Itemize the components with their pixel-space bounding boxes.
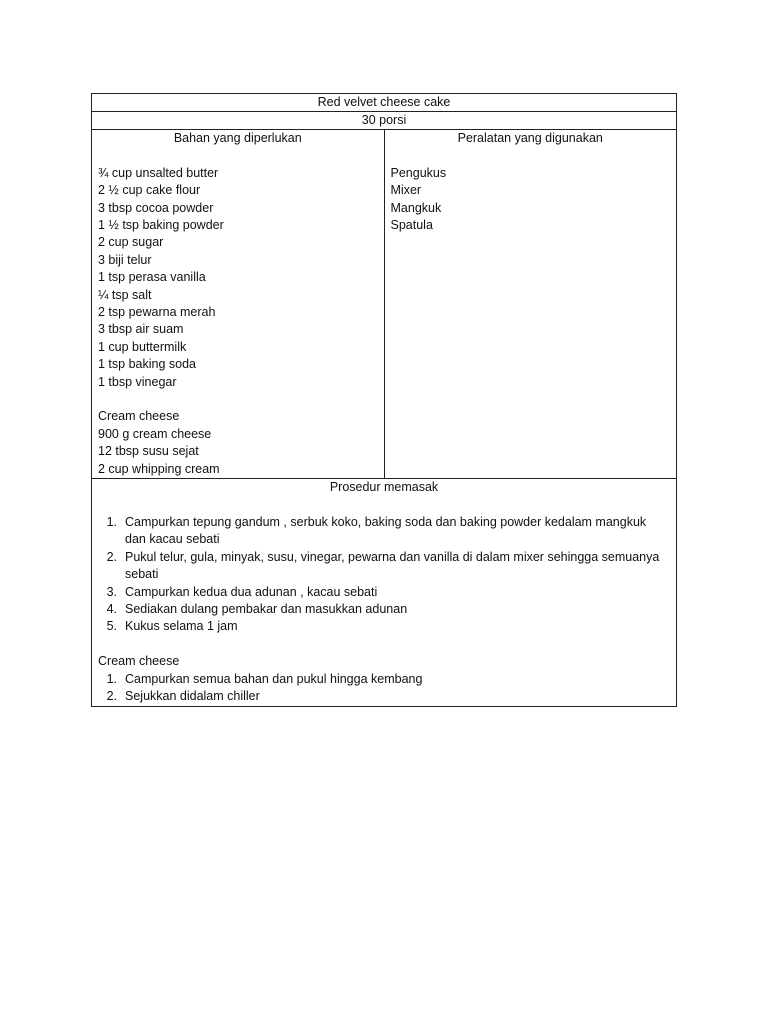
ingredient-item: 3 tbsp air suam bbox=[98, 322, 184, 337]
ingredient-item: 3 tbsp cocoa powder bbox=[98, 200, 214, 215]
step-text: Campurkan semua bahan dan pukul hingga kembang bbox=[125, 671, 423, 686]
cream-cheese-steps-heading: Cream cheese bbox=[98, 654, 180, 669]
procedure-row bbox=[92, 479, 677, 707]
procedure-cell bbox=[92, 479, 677, 707]
title-row bbox=[92, 94, 677, 112]
equipment-cell bbox=[384, 130, 677, 479]
step-number: 4. bbox=[106, 601, 117, 616]
procedure-step bbox=[95, 584, 668, 601]
procedure-steps-list bbox=[92, 514, 676, 636]
step-text: Sejukkan didalam chiller bbox=[125, 688, 260, 703]
recipe-table bbox=[91, 93, 677, 707]
step-number: 1. bbox=[106, 671, 117, 686]
cream-cheese-ingredients-list bbox=[98, 426, 384, 478]
ingredient-item: 1 tsp perasa vanilla bbox=[98, 270, 206, 285]
step-text: Sediakan dulang pembakar dan masukkan adunan bbox=[125, 601, 408, 616]
procedure-step bbox=[95, 601, 668, 618]
step-number: 5. bbox=[106, 619, 117, 634]
step-text: Campurkan kedua dua adunan , kacau sebati bbox=[125, 584, 378, 599]
ingredient-item: 1 cup buttermilk bbox=[98, 339, 187, 354]
cream-cheese-step bbox=[95, 671, 668, 688]
recipe-servings: 30 porsi bbox=[92, 112, 677, 130]
ingredient-item: ¼ tsp salt bbox=[98, 287, 152, 302]
cream-cheese-steps-list bbox=[92, 671, 676, 706]
step-number: 1. bbox=[106, 514, 117, 529]
step-number: 2. bbox=[106, 688, 117, 703]
ingredients-cell bbox=[92, 130, 385, 479]
cream-cheese-ingredient-item: 12 tbsp susu sejat bbox=[98, 444, 199, 459]
cream-cheese-step bbox=[95, 688, 668, 705]
step-text: Campurkan tepung gandum , serbuk koko, baking soda dan baking powder kedalam mangkuk dan kacau sebati bbox=[125, 514, 647, 547]
equipment-item: Spatula bbox=[390, 218, 433, 233]
ingredient-item: 1 ½ tsp baking powder bbox=[98, 218, 224, 233]
cream-cheese-heading: Cream cheese bbox=[98, 409, 180, 424]
ingredient-item: 2 ½ cup cake flour bbox=[98, 183, 201, 198]
ingredient-item: 1 tbsp vinegar bbox=[98, 374, 177, 389]
equipment-item: Mangkuk bbox=[390, 200, 442, 215]
procedure-step bbox=[95, 549, 668, 584]
procedure-step bbox=[95, 618, 668, 635]
equipment-item: Mixer bbox=[390, 183, 422, 198]
ingredients-heading: Bahan yang diperlukan bbox=[173, 131, 302, 145]
step-text: Kukus selama 1 jam bbox=[125, 619, 238, 634]
ingredient-item: 3 biji telur bbox=[98, 252, 152, 267]
procedure-heading: Prosedur memasak bbox=[329, 480, 439, 495]
ingredient-item: 2 tsp pewarna merah bbox=[98, 305, 216, 320]
equipment-list bbox=[391, 165, 677, 235]
step-text: Pukul telur, gula, minyak, susu, vinegar, pewarna dan vanilla di dalam mixer sehingga semuanya sebati bbox=[125, 549, 660, 582]
ingredients-equipment-row bbox=[92, 130, 677, 479]
ingredient-item: 1 tsp baking soda bbox=[98, 357, 196, 372]
cream-cheese-ingredient-item: 2 cup whipping cream bbox=[98, 461, 220, 476]
procedure-step bbox=[95, 514, 668, 549]
recipe-title: Red velvet cheese cake bbox=[92, 94, 677, 112]
ingredient-item: ¾ cup unsalted butter bbox=[98, 165, 219, 180]
ingredients-list bbox=[98, 165, 384, 391]
step-number: 2. bbox=[106, 549, 117, 564]
equipment-heading: Peralatan yang digunakan bbox=[457, 131, 603, 145]
servings-row bbox=[92, 112, 677, 130]
ingredient-item: 2 cup sugar bbox=[98, 235, 164, 250]
step-number: 3. bbox=[106, 584, 117, 599]
equipment-item: Pengukus bbox=[390, 165, 447, 180]
cream-cheese-ingredient-item: 900 g cream cheese bbox=[98, 426, 212, 441]
